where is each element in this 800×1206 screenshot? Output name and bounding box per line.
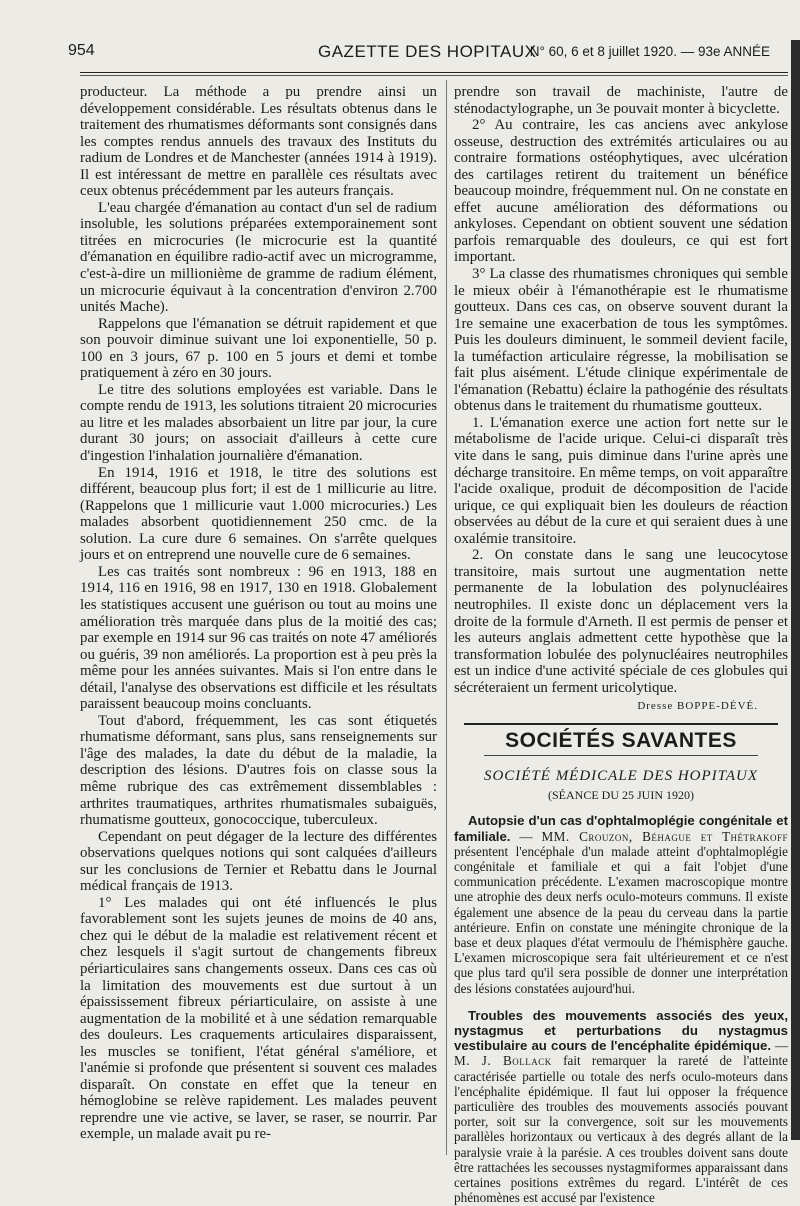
section-rule-lower <box>484 755 758 756</box>
paragraph: Le titre des solutions employées est variable. Dans le compte rendu de 1913, les solutions titraient 20 microcuries au litre et les malades absorbaient un litre par jour, la cure durant 30 jours; on associait d'ailleurs à cette cure d'ingestion l'inhalation journalière d'émanation. <box>80 381 437 465</box>
report-body: présentent l'encéphale d'un malade atteint d'ophtalmoplégie congénitale et familiale et qui a fait l'objet d'une communication précédente. L'examen macroscopique montre une atrophie des deux nerfs oculo-moteurs communs. Il existe également une absence de la peau du cerveau dans la partie antérieure. Enfin on constate une méningite chronique de la base et deux plaques d'état vermoulu de l'hémisphère gauche. L'examen microscopique sera fait ultérieurement et ce n'est que plus tard qu'il sera possible de donner une interprétation des lésions constatées aujourd'hui. <box>454 843 788 996</box>
right-column <box>454 84 788 1206</box>
paragraph: L'eau chargée d'émanation au contact d'un sel de radium insoluble, les solutions préparées extemporainement sont titrées en microcuries (le microcurie est la quantité d'émanation en équilibre radio-actif avec un microgramme, c'est-à-dire un millionième de gramme de radium élément, un microcurie équivaut à la concentration d'environ 2.700 unités Mache). <box>80 199 437 316</box>
report-entry: Autopsie d'un cas d'ophtalmoplégie congénitale et familiale. — MM. Crouzon, Béhague et Thétrakoff présentent l'encéphale d'un malade atteint d'ophtalmoplégie congénitale et familiale et qui a fait l'objet d'une communication précédente. L'examen macroscopique montre une atrophie des deux nerfs oculo-moteurs communs. Il existe également une absence de la peau du cerveau dans la partie antérieure. Enfin on constate une méningite chronique de la base et deux plaques d'état vermoulu de l'hémisphère gauche. L'examen microscopique sera fait ultérieurement et ce n'est que plus tard qu'il sera possible de donner une interprétation des lésions constatées aujourd'hui. <box>454 813 789 996</box>
society-title: SOCIÉTÉ MÉDICALE DES HOPITAUX <box>483 768 759 785</box>
paragraph: 3° La classe des rhumatismes chroniques qui semble le mieux obéir à l'émanothérapie est le rhumatisme goutteux. Dans ces cas, on observe souvent durant la 1re semaine une exacerbation de tous les symptômes. Puis les douleurs diminuent, le sommeil devient facile, la tuméfaction articulaire régresse, la mobilisation se fait plus aisément. L'étude clinique expérimentale de l'émanation (Rebattu) éclaire la pathogénie des résultats obtenus dans le traitement du rhumatisme goutteux. <box>454 266 788 415</box>
paragraph: 2° Au contraire, les cas anciens avec ankylose osseuse, destruction des extrémités articulaires ou au contraire formations ostéophytiques, avec ulcération des cartilages retirent du traitement un bénéfice beaucoup moindre, fréquemment nul. On ne constate en effet aucune amélioration des déformations ou ankyloses. Cependant on obtient souvent une sédation parfois remarquable des douleurs, ce qui est fort important. <box>454 117 788 266</box>
header-rule <box>80 72 788 73</box>
reports <box>454 813 788 1205</box>
paragraph: Rappelons que l'émanation se détruit rapidement et que son pouvoir diminue suivant une loi exponentielle, 50 p. 100 en 3 jours, 67 p. 100 en 5 jours et demi et tombe pratiquement à zéro en 30 jours. <box>80 315 437 382</box>
report-body: fait remarquer la rareté de l'atteinte caractérisée partielle ou totale des nerfs oculo-moteurs dans l'encéphalite épidémique. Il faut lui opposer la fréquence particulière des troubles des mouvements associés pouvant porter, soit sur la convergence, soit sur les mouvements parallèles horizontaux ou verticaux à des degrés allant de la paralysie vraie à la parésie. A ces troubles doivent sans doute être rattachées les secousses nystagmiformes apparaissant dans certaines positions extrêmes du regard. L'intérêt de ces phénomènes est accusé par l'existence <box>454 1053 789 1206</box>
session-date: (SÉANCE DU 25 JUIN 1920) <box>548 787 694 802</box>
paragraph: 1° Les malades qui ont été influencés le plus favorablement sont les sujets jeunes de moins de 40 ans, chez qui le début de la maladie est relativement récent et chez lesquels il s'agit surtout de changements fibreux périarticulaires sans changements osseux. Dans ces cas où la limitation des mouvements est due surtout à un épaississement fibreux périarticulaire, on assiste à une augmentation de la mobilité et à une sédation remarquable des douleurs. Les craquements articulaires disparaissent, les muscles se tonifient, l'état général s'améliore, et l'anémie si profonde que présentent si souvent ces malades disparaît. On constate en effet que la teneur en hémoglobine se relève rapidement. Les malades peuvent reprendre une vie active, se laver, se raser, se nourrir. Par exemple, un malade avait pu re- <box>80 894 437 1143</box>
paragraph: 2. On constate dans le sang une leucocytose transitoire, mais surtout une augmentation nette permanente de la lobulation des polynucléaires neutrophiles. Il existe donc un déplacement vers la droite de la formule d'Arneth. Il est permis de penser et les auteurs anglais admettent cette hypothèse que la transformation lobulée des polynucléaires neutrophiles est un indice d'une activité spéciale de ces globules qui sécréteraient un ferment uricolytique. <box>454 547 788 696</box>
report-title: Troubles des mouvements associés des yeux, nystagmus et perturbations du nystagmus vestibulaire au cours de l'encéphalite épidémique. <box>454 1007 788 1054</box>
header-rule-secondary <box>80 75 788 76</box>
paragraph: producteur. La méthode a pu prendre ainsi un développement considérable. Les résultats obtenus dans le traitement des rhumatismes déformants sont consignés dans les comptes rendus annuels des travaux des Instituts du radium de Londres et de Manchester (années 1914 à 1919). Il est intéressant de mettre en parallèle ces résultats avec ceux obtenus précédemment par les auteurs français. <box>80 84 437 200</box>
section-title: SOCIÉTÉS SAVANTES <box>505 728 737 752</box>
report-title: Autopsie d'un cas d'ophtalmoplégie congénitale et familiale. <box>454 813 788 844</box>
paragraph: Tout d'abord, fréquemment, les cas sont étiquetés rhumatisme déformant, sans plus, sans renseignements sur l'âge des malades, la date du début de la maladie, la description des lésions. D'autres fois on classe sous la même rubrique des cas extrêmement dissemblables : arthrites traumatiques, arthrites rhumatismales subaiguës, rhumatisme goutteux, gonococcique, tuberculeux. <box>80 712 437 829</box>
report-authors: M. J. Bollack <box>454 1053 552 1069</box>
left-column <box>80 84 437 1143</box>
page-number: 954 <box>68 42 95 59</box>
report-authors: MM. Crouzon, Béhague et Thétrakoff <box>541 828 789 844</box>
author-signature: Dresse BOPPE-DÉVÉ. <box>637 700 758 713</box>
report-entry: Troubles des mouvements associés des yeux, nystagmus et perturbations du nystagmus vestibulaire au cours de l'encéphalite épidémique. — M. J. Bollack fait remarquer la rareté de l'atteinte caractérisée partielle ou totale des nerfs oculo-moteurs dans l'encéphalite épidémique. Il faut lui opposer la fréquence particulière des troubles des mouvements associés pouvant porter, soit sur la convergence, soit sur les mouvements parallèles horizontaux ou verticaux à des degrés allant de la paralysie vraie à la parésie. A ces troubles doivent sans doute être rattachées les secousses nystagmiformes apparaissant dans certaines positions extrêmes du regard. L'intérêt de ces phénomènes est accusé par l'existence <box>454 1007 789 1206</box>
paragraph: Cependant on peut dégager de la lecture des différentes observations quelques notions qui sont calquées d'ailleurs sur les conclusions de Ternier et Rebattu dans le Journal médical français de 1913. <box>80 828 437 895</box>
paragraph: prendre son travail de machiniste, l'autre de sténodactylographe, un 3e pouvait monter à bicyclette. <box>454 84 788 117</box>
column-divider <box>446 80 447 1155</box>
journal-title: GAZETTE DES HOPITAUX <box>318 42 537 61</box>
paragraph: En 1914, 1916 et 1918, le titre des solutions est différent, beaucoup plus fort; il est de 1 millicurie au litre. (Rappelons que 1 millicurie vaut 1.000 microcuries.) Les malades absorbent quotidiennement 250 cmc. de la solution. La cure dure 6 semaines. On s'arrête quelques jours et on entreprend une nouvelle cure de 6 semaines. <box>80 464 437 564</box>
section-rule <box>464 723 778 725</box>
issue-date: N° 60, 6 et 8 juillet 1920. — 93e ANNÉE <box>529 44 770 59</box>
page-header <box>48 38 778 64</box>
paragraph: Les cas traités sont nombreux : 96 en 1913, 188 en 1914, 116 en 1916, 98 en 1917, 130 en 1918. Globalement les statistiques accusent une guérison ou tout au moins une amélioration très marquée dans plus de la moitié des cas; par exemple en 1914 sur 96 cas traités on note 47 améliorés ou guéris, 39 non améliorés. La proportion est à peu près la même pour les années suivantes. Mais si l'on entre dans le détail, l'analyse des observations est difficile et les résultats paraissent beaucoup moins concluants. <box>80 563 437 713</box>
paragraph: 1. L'émanation exerce une action fort nette sur le métabolisme de l'acide urique. Celui-ci disparaît très vite dans le sang, puis diminue dans l'urine après une décharge transitoire. En même temps, on voit apparaître l'acide oxalique, produit de décomposition de l'acide urique, ce qui expliquait bien les douleurs de réaction observées au début de la cure et qui seraient dues à une oxalémie transitoire. <box>454 414 788 547</box>
binding-edge <box>791 40 800 1140</box>
